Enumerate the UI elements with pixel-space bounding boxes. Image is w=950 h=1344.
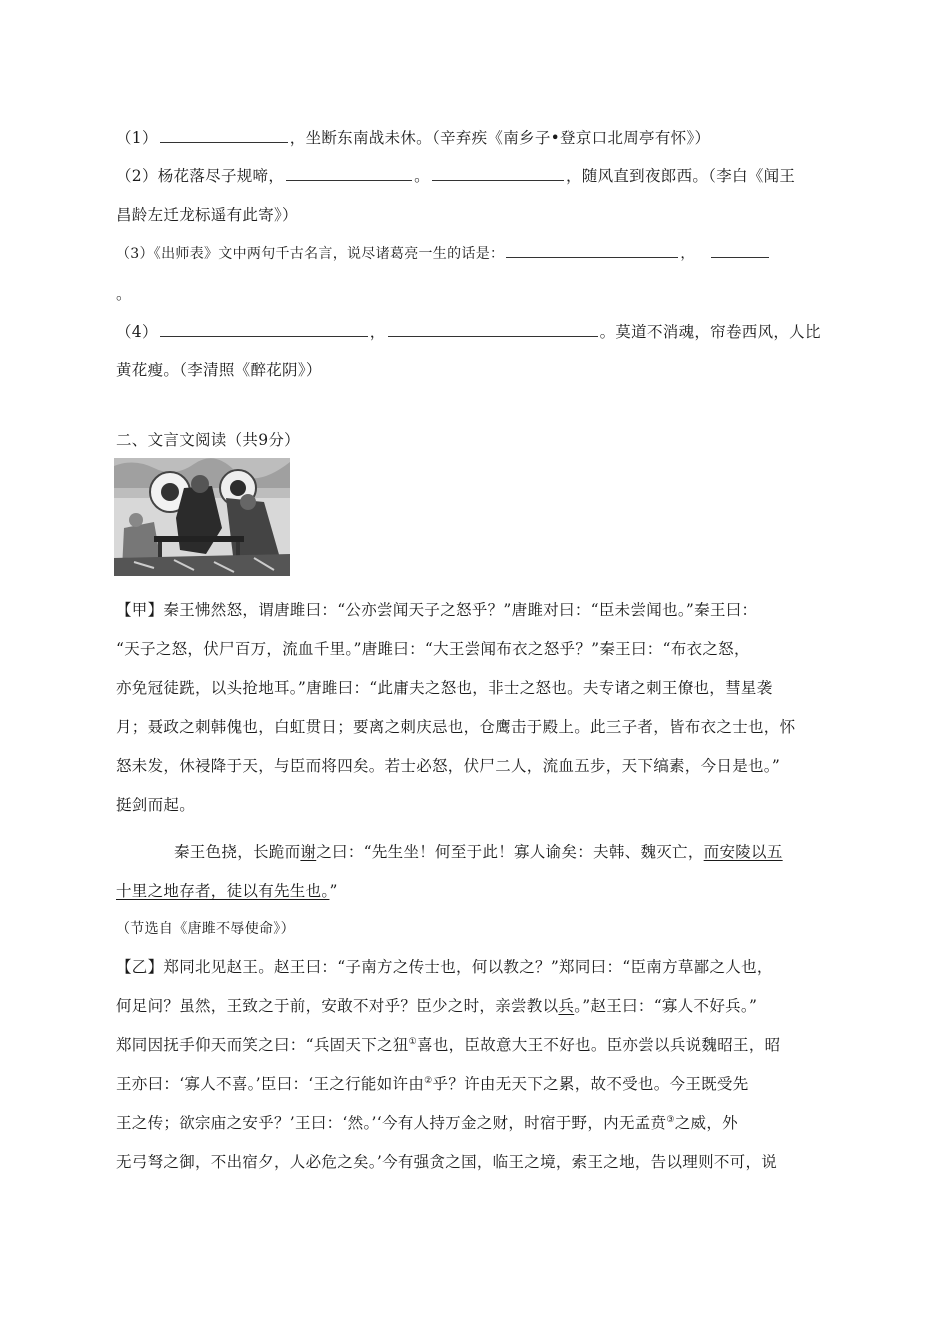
- question-2: [116, 164, 795, 186]
- illustration-image: [114, 458, 290, 576]
- answer-blank[interactable]: [160, 141, 288, 143]
- yi-text: 王亦曰：‘寡人不喜。’臣曰：‘王之行能如许由: [116, 1075, 425, 1093]
- underlined-sentence: 十里之地存者，徒以有先生也。: [116, 882, 330, 900]
- yi-text: 乎？许由无天下之累，故不受也。今王既受先: [432, 1075, 749, 1093]
- answer-blank[interactable]: [286, 179, 412, 181]
- yi-text: 王之传；欲宗庙之安乎？’王曰：‘然。’‘今有人持万金之财，时宿于野，内无孟贲: [116, 1114, 667, 1132]
- yi-line-1: 【乙】郑同北见赵王。赵王曰：“子南方之传士也，何以教之？”郑同曰：“臣南方草鄙之人也，: [116, 958, 773, 976]
- jia-line-5: 怒未发，休祲降于天，与臣而将四矣。若士必怒，伏尸二人，流血五步，天下缟素，今日是也。”: [116, 757, 781, 775]
- yi-text: 。”赵王曰：“寡人不好兵。”: [574, 997, 758, 1015]
- q4-number: （4）: [116, 323, 158, 341]
- yi-text: 何足问？虽然，王致之于前，安敢不对乎？臣少之时，亲尝教以: [116, 997, 559, 1015]
- question-1: [116, 126, 710, 148]
- jia-paragraph-2-line2: [116, 879, 338, 901]
- yi-text: 郑同因抚手仰天而笑之曰：“兵固天下之狃: [116, 1036, 409, 1054]
- yi-text: 喜也，臣故意大王不好也。臣亦尝以兵说魏昭王，昭: [417, 1036, 781, 1054]
- source-note: （节选自《唐雎不辱使命》）: [116, 921, 295, 937]
- yi-line-5: [116, 1111, 738, 1133]
- q4-punct: ，: [369, 323, 386, 341]
- underlined-sentence: 而安陵以五: [703, 843, 783, 861]
- jia-p2-text: ”: [329, 882, 338, 900]
- q2-text: （2）杨花落尽子规啼，: [116, 167, 285, 185]
- yi-text: 之威，外: [674, 1114, 738, 1132]
- q1-text: ，坐断东南战未休。（辛弃疾《南乡子•登京口北周亭有怀》）: [289, 129, 711, 147]
- answer-blank[interactable]: [711, 256, 769, 258]
- jia-line-3: 亦免冠徒跣，以头抢地耳。”唐雎曰：“此庸夫之怒也，非士之怒也。夫专诸之刺王僚也，彗星袭: [116, 679, 773, 697]
- jia-paragraph-2: [174, 840, 783, 862]
- footnote-marker: ③: [666, 1114, 675, 1125]
- jia-p2-text: 秦王色挠，长跪而: [174, 843, 301, 861]
- section-heading: 二、文言文阅读（共9分）: [116, 431, 300, 449]
- yi-line-6: 无弓弩之御，不出宿夕，人必危之矣。’今有强贪之国，临王之境，索王之地，告以理则不可，说: [116, 1153, 778, 1171]
- q2-text-line2: 昌龄左迁龙标遥有此寄》）: [116, 206, 298, 224]
- jia-line-4: 月；聂政之刺韩傀也，白虹贯日；要离之刺庆忌也，仓鹰击于殿上。此三子者，皆布衣之士也，怀: [116, 718, 796, 736]
- question-4: [116, 320, 821, 342]
- jia-p2-text: 之曰：“先生坐！何至于此！寡人谕矣：夫韩、魏灭亡，: [316, 843, 704, 861]
- underlined-word: 谢: [300, 843, 317, 861]
- footnote-marker: ①: [408, 1036, 418, 1047]
- answer-blank[interactable]: [160, 335, 368, 337]
- q3-punct: ，: [680, 246, 695, 262]
- underlined-word: 兵: [558, 997, 575, 1015]
- jia-line-6: 挺剑而起。: [116, 796, 196, 814]
- jia-line-2: “天子之怒，伏尸百万，流血千里。”唐雎曰：“大王尝闻布衣之怒乎？”秦王曰：“布衣之怒，: [116, 640, 750, 658]
- jia-line-1: 【甲】秦王怫然怒，谓唐雎曰：“公亦尝闻天子之怒乎？”唐雎对曰：“臣未尝闻也。”秦王曰：: [116, 601, 758, 619]
- q3-text: （3）《出师表》文中两句千古名言，说尽诸葛亮一生的话是：: [116, 246, 505, 262]
- yi-line-3: [116, 1033, 780, 1055]
- yi-line-4: [116, 1072, 749, 1094]
- q1-number: （1）: [116, 129, 158, 147]
- q3-text-line2: 。: [116, 285, 132, 303]
- q4-text: 。莫道不消魂，帘卷西风，人比: [599, 323, 821, 341]
- q2-text: ，随风直到夜郎西。（李白《闻王: [565, 167, 796, 185]
- q2-punct: 。: [414, 167, 430, 185]
- q4-text-line2: 黄花瘦。（李清照《醉花阴》）: [116, 361, 322, 379]
- answer-blank[interactable]: [388, 335, 598, 337]
- yi-line-2: [116, 994, 757, 1016]
- footnote-marker: ②: [424, 1075, 433, 1086]
- question-3: [116, 243, 771, 263]
- answer-blank[interactable]: [432, 179, 564, 181]
- answer-blank[interactable]: [506, 256, 678, 258]
